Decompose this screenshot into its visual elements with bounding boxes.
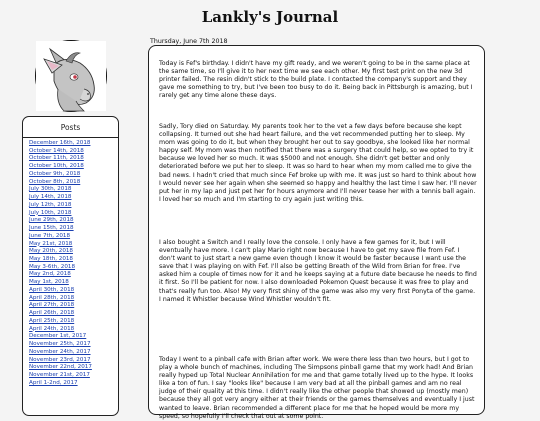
post-link[interactable]: November 23rd, 2017 xyxy=(29,356,91,363)
entry-paragraph: Today I went to a pinball cafe with Brian after work. We were there less than two hours, but I got to play a whole bunch of machines, including The Simpsons pinball game that my work had! And Brian really hyped up Total Nuclear Annihilation for me and that game totally lived up to the hype. It looks like a ton of fun. I say "looks like" because I am very bad at all the pinball games and am no real judge of their quality at this time. I didn't really like the other people that showed up (mostly men) because they all got very angry either at their friends or the games themselves and eventually I just wanted to leave. Brian recommended a different place for me that he hoped would be more my speed, so hopefully I'll check that out at some point. xyxy=(159,356,475,420)
post-link[interactable]: April 28th, 2018 xyxy=(29,294,75,301)
post-link[interactable]: May 2nd, 2018 xyxy=(29,271,71,278)
post-link[interactable]: April 24th, 2018 xyxy=(29,325,75,332)
post-link[interactable]: June 29th, 2018 xyxy=(29,217,74,224)
post-link[interactable]: October 9th, 2018 xyxy=(29,170,81,177)
post-link[interactable]: April 30th, 2018 xyxy=(29,286,75,293)
post-link[interactable]: June 7th, 2018 xyxy=(29,232,71,239)
post-link[interactable]: July 14th, 2018 xyxy=(29,194,72,201)
post-link[interactable]: November 22nd, 2017 xyxy=(29,364,92,371)
post-link[interactable]: May 3-6th, 2018 xyxy=(29,263,76,270)
post-link[interactable]: November 25th, 2017 xyxy=(29,341,91,348)
entry-paragraph: I also bought a Switch and I really love the console. I only have a few games for it, but I will eventually have more. I can't play Mario right now because I have to get my save file from Fef. I don't want to just start a new game even though I know it would be faster because I want use the save that I was playing on with Fef. I'll also be getting Breath of the Wild from Brian for free. I've asked him a couple of times now for it and he keeps saying at a future date because he needs to find it first. So I'll be patient for now. I also downloaded Pokemon Quest because it was free to play and that's really fun too. Also! My very first shiny of the game was also my very first Ponyta of the game. I named it Whistler because Wind Whistler wouldn't fit. xyxy=(159,239,477,303)
goat-avatar-icon xyxy=(36,41,106,111)
posts-list xyxy=(29,140,118,388)
post-link[interactable]: April 27th, 2018 xyxy=(29,302,75,309)
post-link[interactable]: November 24th, 2017 xyxy=(29,348,91,355)
post-link[interactable]: June 15th, 2018 xyxy=(29,225,74,232)
post-link[interactable]: May 1st, 2018 xyxy=(29,279,69,286)
avatar xyxy=(35,40,107,112)
entry-paragraph: Today is Fef's birthday. I didn't have my gift ready, and we weren't going to be in the same place at the same time, so I'll give it to her next time we see each other. My first test print on the new 3d printer failed. The resin didn't stick to the build plate. I contacted the company's support and they gave me something to try, but I've been too busy to do it. Being back in Pittsburgh is amazing, but I rarely get any time alone these days. xyxy=(159,60,473,100)
post-link[interactable]: May 18th, 2018 xyxy=(29,256,73,263)
post-link[interactable]: May 21st, 2018 xyxy=(29,240,73,247)
post-link[interactable]: December 1st, 2017 xyxy=(29,333,87,340)
post-link[interactable]: October 8th, 2018 xyxy=(29,178,81,185)
post-link[interactable]: April 26th, 2018 xyxy=(29,310,75,317)
post-link[interactable]: May 20th, 2018 xyxy=(29,248,73,255)
post-link[interactable]: December 16th, 2018 xyxy=(29,140,91,146)
entry-date: Thursday, June 7th 2018 xyxy=(150,38,228,45)
entry-paragraph: Sadly, Tory died on Saturday. My parents took her to the vet a few days before because she kept collapsing. It turned out she had heart failure, and the vet recommended putting her to sleep. My mom was going to do it, but when they brought her out to say goodbye, she looked like her normal happy self. My mom was then notified that there was a surgery that could help, so we opted to try it because we loved her so much. It was $5000 and not enough. She didn't get better and only deteriorated before we put her to sleep. It was so hard to hear when my mom called me to give the bad news. I hadn't cried that much since Fef broke up with me. It was just so hard to think about how I would never see her again when she seemed so happy and healthy the last time I saw her. I'll never put her in my lap and just pet her for hours anymore and I'll never tease her with a tennis ball again. I loved her so much and I'm starting to cry again just writing this. xyxy=(159,123,477,203)
post-link[interactable]: July 10th, 2018 xyxy=(29,209,72,216)
journal-entry xyxy=(148,45,485,420)
post-link[interactable]: October 14th, 2018 xyxy=(29,147,84,154)
post-link[interactable]: April 1-2nd, 2017 xyxy=(29,379,78,386)
posts-heading: Posts xyxy=(23,123,118,138)
post-link[interactable]: November 21st, 2017 xyxy=(29,372,90,379)
post-link[interactable]: October 10th, 2018 xyxy=(29,163,84,170)
posts-sidebar xyxy=(22,116,119,416)
post-link[interactable]: July 30th, 2018 xyxy=(29,186,72,193)
post-link[interactable]: April 25th, 2018 xyxy=(29,317,75,324)
post-link[interactable]: October 11th, 2018 xyxy=(29,155,84,162)
site-title: Lankly's Journal xyxy=(201,8,339,26)
post-link[interactable]: July 12th, 2018 xyxy=(29,201,72,208)
